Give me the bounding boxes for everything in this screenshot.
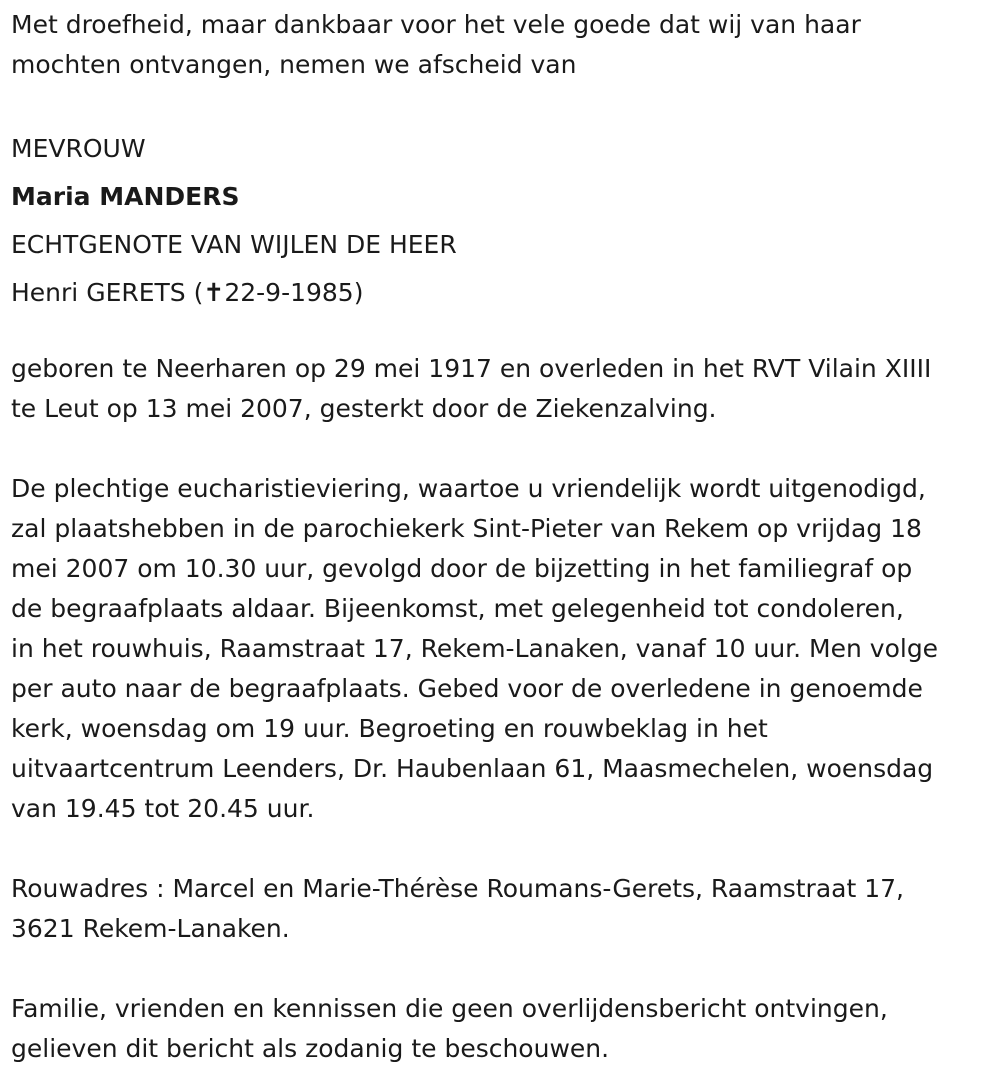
ceremony-line: mei 2007 om 10.30 uur, gevolgd door de bijzetting in het familiegraf op [11, 554, 913, 583]
ceremony-line: per auto naar de begraafplaats. Gebed voor de overledene in genoemde [11, 674, 923, 703]
ceremony-line: zal plaatshebben in de parochiekerk Sint-Pieter van Rekem op vrijdag 18 [11, 514, 922, 543]
birth-death-line: geboren te Neerharen op 29 mei 1917 en overleden in het RVT Vilain XIIII [11, 354, 932, 383]
deceased-name: Maria MANDERS [11, 182, 240, 211]
spouse-line [11, 269, 993, 317]
ceremony-paragraph [11, 469, 993, 829]
closing-paragraph [11, 989, 993, 1069]
birth-death-line: te Leut op 13 mei 2007, gesterkt door de Ziekenzalving. [11, 394, 717, 423]
ceremony-line: de begraafplaats aldaar. Bijeenkomst, met gelegenheid tot condoleren, [11, 594, 904, 623]
intro-line: Met droefheid, maar dankbaar voor het vele goede dat wij van haar [11, 10, 861, 39]
address-paragraph [11, 869, 993, 949]
intro-line: mochten ontvangen, nemen we afscheid van [11, 50, 577, 79]
intro-paragraph [11, 5, 993, 85]
closing-line: Familie, vrienden en kennissen die geen overlijdensbericht ontvingen, [11, 994, 888, 1023]
ceremony-line: De plechtige eucharistieviering, waartoe u vriendelijk wordt uitgenodigd, [11, 474, 926, 503]
closing-line: gelieven dit bericht als zodanig te beschouwen. [11, 1034, 610, 1063]
deceased-title: MEVROUW [11, 134, 146, 163]
cross-icon: ✝ [203, 278, 225, 307]
address-line: Rouwadres : Marcel en Marie-Thérèse Roumans-Gerets, Raamstraat 17, [11, 874, 904, 903]
birth-death-paragraph [11, 349, 993, 429]
death-notice [11, 5, 993, 1069]
ceremony-line: uitvaartcentrum Leenders, Dr. Haubenlaan 61, Maasmechelen, woensdag [11, 754, 934, 783]
spouse-name: Henri GERETS ( [11, 278, 204, 307]
deceased-relation: ECHTGENOTE VAN WIJLEN DE HEER [11, 230, 457, 259]
ceremony-line: in het rouwhuis, Raamstraat 17, Rekem-Lanaken, vanaf 10 uur. Men volge [11, 634, 939, 663]
address-line: 3621 Rekem-Lanaken. [11, 914, 290, 943]
ceremony-line: van 19.45 tot 20.45 uur. [11, 794, 315, 823]
deceased-block [11, 125, 993, 317]
ceremony-line: kerk, woensdag om 19 uur. Begroeting en rouwbeklag in het [11, 714, 768, 743]
spouse-death-date: 22-9-1985) [224, 278, 364, 307]
